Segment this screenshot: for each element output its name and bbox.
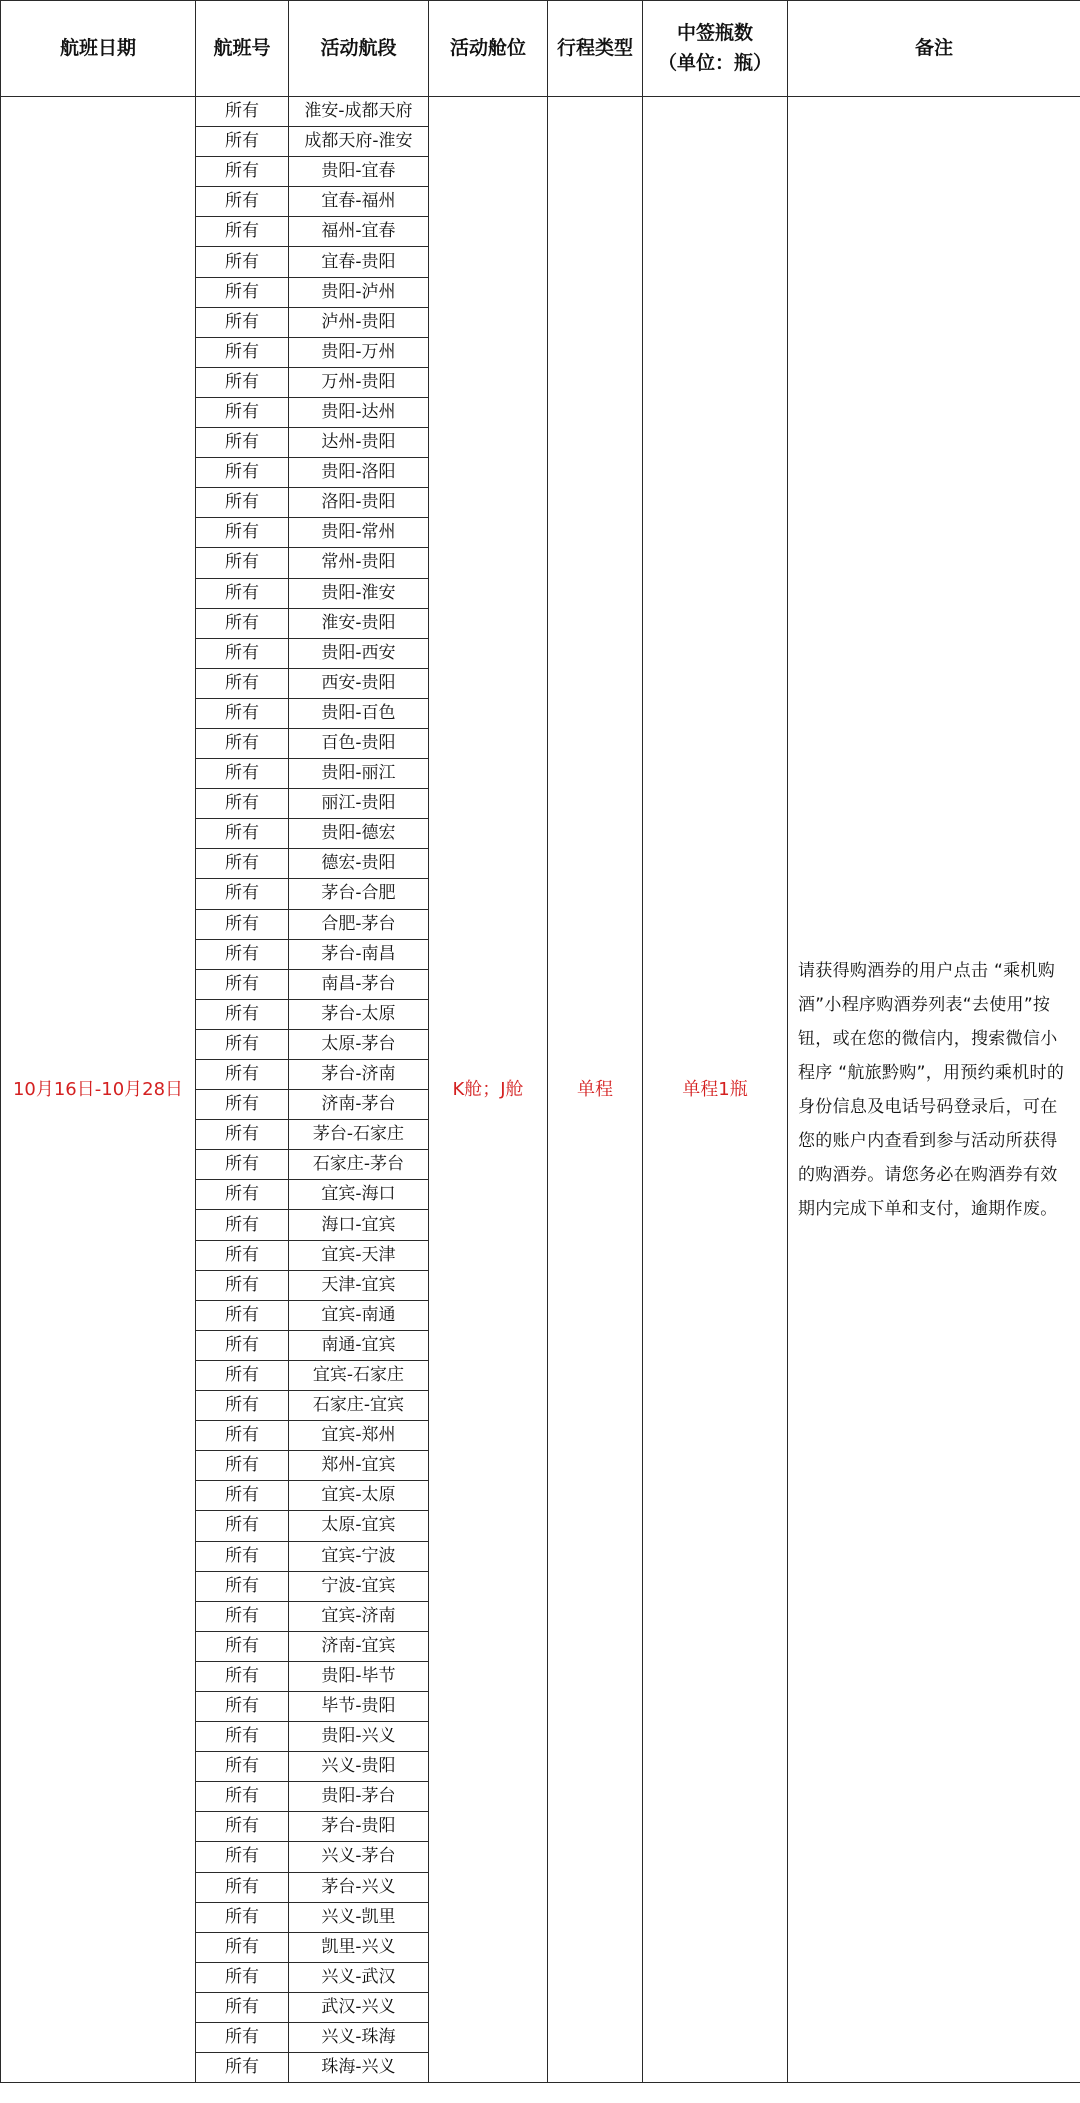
flight-number-cell: 所有	[196, 1240, 289, 1270]
header-row	[1, 1, 1080, 97]
route-cell: 贵阳-万州	[289, 337, 429, 367]
route-cell: 贵阳-兴义	[289, 1722, 429, 1752]
flight-number-cell: 所有	[196, 1029, 289, 1059]
flight-number-cell: 所有	[196, 337, 289, 367]
route-cell: 武汉-兴义	[289, 1992, 429, 2022]
flight-number-cell: 所有	[196, 1842, 289, 1872]
flight-number-cell: 所有	[196, 969, 289, 999]
flight-number-cell: 所有	[196, 1391, 289, 1421]
route-cell: 合肥-茅台	[289, 909, 429, 939]
route-cell: 茅台-南昌	[289, 939, 429, 969]
flight-number-cell: 所有	[196, 187, 289, 217]
route-cell: 宜宾-济南	[289, 1601, 429, 1631]
flight-number-cell: 所有	[196, 1631, 289, 1661]
flight-date-range: 10月16日-10月28日	[1, 97, 196, 2083]
table-body	[1, 97, 1080, 2083]
flight-number-cell: 所有	[196, 367, 289, 397]
flight-number-cell: 所有	[196, 1992, 289, 2022]
flight-number-cell: 所有	[196, 1962, 289, 1992]
route-cell: 宜春-贵阳	[289, 247, 429, 277]
route-cell: 兴义-武汉	[289, 1962, 429, 1992]
cabin-cell: K舱；J舱	[429, 97, 548, 2083]
route-cell: 宜宾-天津	[289, 1240, 429, 1270]
route-cell: 太原-茅台	[289, 1029, 429, 1059]
route-cell: 茅台-贵阳	[289, 1812, 429, 1842]
flight-number-cell: 所有	[196, 1511, 289, 1541]
route-cell: 茅台-合肥	[289, 879, 429, 909]
flight-number-cell: 所有	[196, 1782, 289, 1812]
route-cell: 洛阳-贵阳	[289, 488, 429, 518]
flight-number-cell: 所有	[196, 1571, 289, 1601]
header-flight-number: 航班号	[196, 1, 289, 97]
route-cell: 贵阳-泸州	[289, 277, 429, 307]
header-bottles-line1: 中签瓶数	[676, 22, 753, 45]
flight-number-cell: 所有	[196, 1691, 289, 1721]
flight-number-cell: 所有	[196, 2023, 289, 2053]
route-cell: 达州-贵阳	[289, 428, 429, 458]
route-cell: 兴义-贵阳	[289, 1752, 429, 1782]
flight-number-cell: 所有	[196, 789, 289, 819]
route-cell: 石家庄-茅台	[289, 1150, 429, 1180]
route-cell: 淮安-成都天府	[289, 97, 429, 127]
route-cell: 宁波-宜宾	[289, 1571, 429, 1601]
flight-number-cell: 所有	[196, 1120, 289, 1150]
header-bottles-line2: （单位：瓶）	[657, 51, 772, 74]
flight-number-cell: 所有	[196, 1270, 289, 1300]
route-cell: 凯里-兴义	[289, 1932, 429, 1962]
flight-number-cell: 所有	[196, 1180, 289, 1210]
header-bottles	[643, 1, 788, 97]
header-trip-type: 行程类型	[548, 1, 643, 97]
route-cell: 贵阳-淮安	[289, 578, 429, 608]
flight-number-cell: 所有	[196, 1330, 289, 1360]
flight-number-cell: 所有	[196, 518, 289, 548]
route-cell: 南通-宜宾	[289, 1330, 429, 1360]
flight-number-cell: 所有	[196, 1421, 289, 1451]
route-cell: 珠海-兴义	[289, 2053, 429, 2083]
flight-number-cell: 所有	[196, 1300, 289, 1330]
route-cell: 宜宾-海口	[289, 1180, 429, 1210]
flight-number-cell: 所有	[196, 698, 289, 728]
flight-number-cell: 所有	[196, 1872, 289, 1902]
flight-number-cell: 所有	[196, 1360, 289, 1390]
flight-number-cell: 所有	[196, 277, 289, 307]
flight-number-cell: 所有	[196, 247, 289, 277]
flight-number-cell: 所有	[196, 578, 289, 608]
header-flight-date: 航班日期	[1, 1, 196, 97]
flight-number-cell: 所有	[196, 1150, 289, 1180]
route-cell: 贵阳-毕节	[289, 1661, 429, 1691]
flight-number-cell: 所有	[196, 849, 289, 879]
flight-number-cell: 所有	[196, 1060, 289, 1090]
route-cell: 茅台-济南	[289, 1060, 429, 1090]
route-cell: 德宏-贵阳	[289, 849, 429, 879]
route-cell: 成都天府-淮安	[289, 127, 429, 157]
route-cell: 兴义-珠海	[289, 2023, 429, 2053]
flight-number-cell: 所有	[196, 2053, 289, 2083]
flight-number-cell: 所有	[196, 1601, 289, 1631]
route-cell: 宜春-福州	[289, 187, 429, 217]
flight-number-cell: 所有	[196, 217, 289, 247]
flight-number-cell: 所有	[196, 1090, 289, 1120]
route-cell: 天津-宜宾	[289, 1270, 429, 1300]
route-cell: 万州-贵阳	[289, 367, 429, 397]
route-cell: 兴义-凯里	[289, 1902, 429, 1932]
route-cell: 贵阳-德宏	[289, 819, 429, 849]
route-cell: 贵阳-宜春	[289, 157, 429, 187]
flight-number-cell: 所有	[196, 157, 289, 187]
route-cell: 茅台-太原	[289, 999, 429, 1029]
flight-number-cell: 所有	[196, 548, 289, 578]
route-cell: 贵阳-达州	[289, 397, 429, 427]
flight-number-cell: 所有	[196, 1932, 289, 1962]
flight-number-cell: 所有	[196, 397, 289, 427]
route-cell: 百色-贵阳	[289, 728, 429, 758]
route-cell: 淮安-贵阳	[289, 608, 429, 638]
flight-number-cell: 所有	[196, 307, 289, 337]
route-cell: 兴义-茅台	[289, 1842, 429, 1872]
flight-number-cell: 所有	[196, 97, 289, 127]
route-cell: 南昌-茅台	[289, 969, 429, 999]
route-cell: 郑州-宜宾	[289, 1451, 429, 1481]
route-cell: 宜宾-石家庄	[289, 1360, 429, 1390]
table-row	[1, 97, 1080, 127]
flight-number-cell: 所有	[196, 999, 289, 1029]
flight-number-cell: 所有	[196, 1451, 289, 1481]
flight-number-cell: 所有	[196, 1541, 289, 1571]
route-cell: 海口-宜宾	[289, 1210, 429, 1240]
flight-number-cell: 所有	[196, 608, 289, 638]
route-cell: 贵阳-茅台	[289, 1782, 429, 1812]
route-cell: 毕节-贵阳	[289, 1691, 429, 1721]
route-cell: 石家庄-宜宾	[289, 1391, 429, 1421]
flight-number-cell: 所有	[196, 1210, 289, 1240]
flight-number-cell: 所有	[196, 1812, 289, 1842]
flight-number-cell: 所有	[196, 458, 289, 488]
flight-number-cell: 所有	[196, 939, 289, 969]
flight-number-cell: 所有	[196, 428, 289, 458]
flight-number-cell: 所有	[196, 879, 289, 909]
route-cell: 茅台-石家庄	[289, 1120, 429, 1150]
route-cell: 宜宾-郑州	[289, 1421, 429, 1451]
bottles-cell: 单程1瓶	[643, 97, 788, 2083]
flight-number-cell: 所有	[196, 668, 289, 698]
remark-cell: 请获得购酒券的用户点击 “乘机购酒”小程序购酒券列表“去使用”按钮，或在您的微信内，搜索微信小程序 “航旅黔购”，用预约乘机时的身份信息及电话号码登录后，可在您的账户内查看到参与活动所获得的购酒券。请您务必在购酒券有效期内完成下单和支付，逾期作废。	[788, 97, 1080, 2083]
flight-number-cell: 所有	[196, 1661, 289, 1691]
flight-number-cell: 所有	[196, 638, 289, 668]
flight-number-cell: 所有	[196, 1481, 289, 1511]
flight-number-cell: 所有	[196, 127, 289, 157]
route-cell: 宜宾-南通	[289, 1300, 429, 1330]
flight-number-cell: 所有	[196, 1752, 289, 1782]
route-cell: 济南-茅台	[289, 1090, 429, 1120]
route-cell: 宜宾-太原	[289, 1481, 429, 1511]
flight-number-cell: 所有	[196, 909, 289, 939]
flight-number-cell: 所有	[196, 819, 289, 849]
route-cell: 贵阳-丽江	[289, 759, 429, 789]
header-route: 活动航段	[289, 1, 429, 97]
route-cell: 济南-宜宾	[289, 1631, 429, 1661]
route-cell: 贵阳-常州	[289, 518, 429, 548]
flight-number-cell: 所有	[196, 488, 289, 518]
route-cell: 丽江-贵阳	[289, 789, 429, 819]
route-cell: 泸州-贵阳	[289, 307, 429, 337]
route-cell: 茅台-兴义	[289, 1872, 429, 1902]
header-cabin: 活动舱位	[429, 1, 548, 97]
route-cell: 常州-贵阳	[289, 548, 429, 578]
route-cell: 贵阳-百色	[289, 698, 429, 728]
flight-number-cell: 所有	[196, 1722, 289, 1752]
route-cell: 福州-宜春	[289, 217, 429, 247]
route-cell: 贵阳-西安	[289, 638, 429, 668]
route-cell: 贵阳-洛阳	[289, 458, 429, 488]
flight-number-cell: 所有	[196, 728, 289, 758]
route-cell: 太原-宜宾	[289, 1511, 429, 1541]
route-cell: 宜宾-宁波	[289, 1541, 429, 1571]
flight-number-cell: 所有	[196, 759, 289, 789]
flight-number-cell: 所有	[196, 1902, 289, 1932]
trip-type-cell: 单程	[548, 97, 643, 2083]
header-remark: 备注	[788, 1, 1080, 97]
route-cell: 西安-贵阳	[289, 668, 429, 698]
